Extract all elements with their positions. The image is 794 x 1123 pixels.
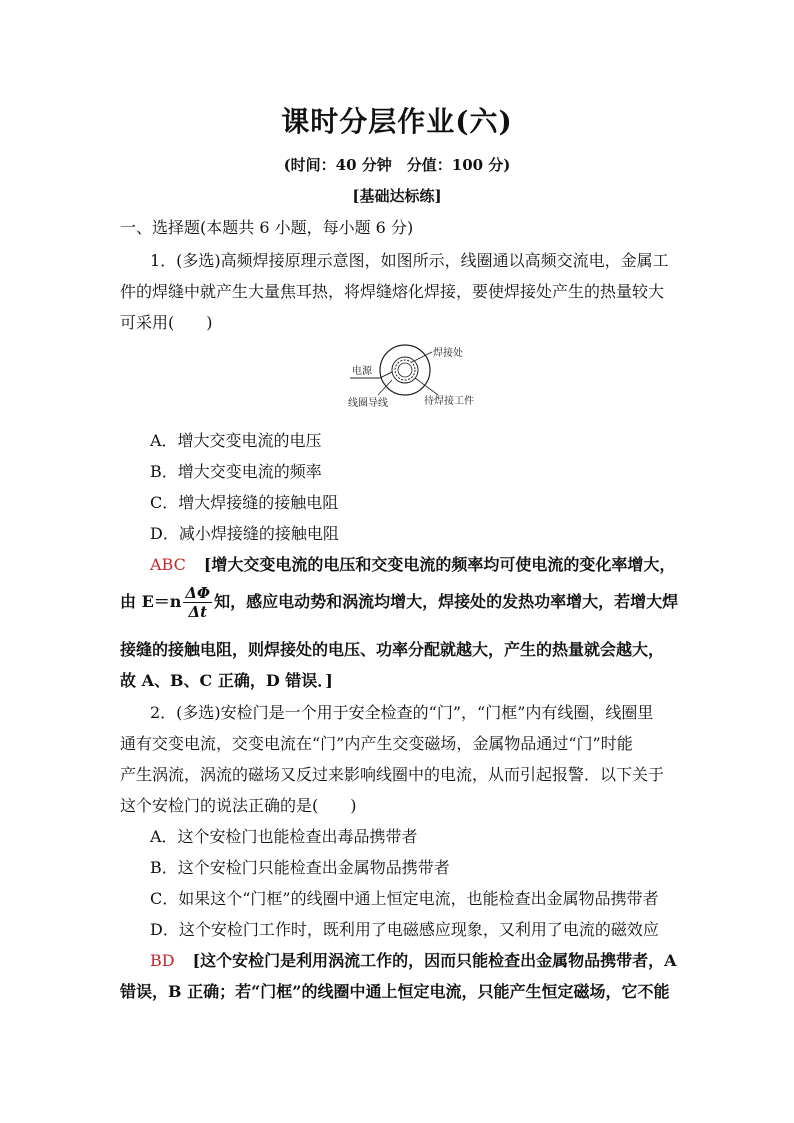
q1-explanation-text2: 知，感应电动势和涡流均增大，焊接处的发热功率增大，若增大焊	[214, 592, 679, 611]
q1-answer: ABC	[150, 555, 186, 574]
q2-stem-line1: 2．(多选)安检门是一个用于安全检查的“门”，“门框”内有线圈，线圈里	[150, 703, 654, 722]
fraction-denominator: Δt	[188, 603, 208, 621]
q1-option-b: B．增大交变电流的频率	[150, 462, 322, 481]
time-score-info: (时间：40 分钟 分值：100 分)	[283, 156, 511, 174]
q1-stem-line3: 可采用( )	[120, 313, 213, 332]
q2-stem-line2: 通有交变电流，交变电流在“门”内产生交变磁场，金属物品通过“门”时能	[120, 734, 633, 753]
q2-stem-line4: 这个安检门的说法正确的是( )	[120, 796, 357, 815]
q1-option-d: D．减小焊接缝的接触电阻	[150, 524, 339, 543]
q2-answer: BD	[150, 951, 175, 970]
q1-explanation-line1	[150, 552, 675, 575]
page-title: 课时分层作业(六)	[281, 105, 513, 138]
q1-explanation-line4: 故 A、B、C 正确，D 错误．]	[120, 671, 333, 690]
formula-fraction	[183, 584, 212, 621]
q1-explanation-line3: 接缝的接触电阻，则焊接处的电压、功率分配就越大，产生的热量就会越大，	[120, 640, 665, 659]
welding-diagram	[340, 340, 490, 415]
label-power: 电源	[352, 366, 372, 377]
q2-explanation-line2: 错误，B 正确；若“门框”的线圈中通上恒定电流，只能产生恒定磁场，它不能	[120, 982, 670, 1001]
q1-explanation-text1: [增大交变电流的电压和交变电流的频率均可使电流的变化率增大，	[203, 555, 676, 574]
q1-stem-line1: 1．(多选)高频焊接原理示意图，如图所示，线圈通以高频交流电，金属工	[150, 251, 669, 270]
q1-option-c: C．增大焊接缝的接触电阻	[150, 493, 339, 512]
q2-stem-line3: 产生涡流，涡流的磁场又反过来影响线圈中的电流，从而引起报警．以下关于	[120, 765, 665, 784]
q1-formula-prefix: 由 E＝n	[120, 592, 182, 611]
section-heading: [基础达标练]	[352, 187, 442, 205]
q1-stem-line2: 件的焊缝中就产生大量焦耳热，将焊缝熔化焊接，要使焊接处产生的热量较大	[120, 282, 665, 301]
q2-explanation-text1: [这个安检门是利用涡流工作的，因而只能检查出金属物品携带者，A	[192, 951, 677, 970]
label-weld: 焊接处	[433, 348, 463, 359]
q1-explanation-line2	[120, 584, 678, 621]
q2-explanation-line1	[150, 948, 677, 971]
q2-option-b: B．这个安检门只能检查出金属物品携带者	[150, 858, 450, 877]
q2-option-c: C．如果这个“门框”的线圈中通上恒定电流，也能检查出金属物品携带者	[150, 889, 659, 908]
label-coil: 线圈导线	[348, 398, 388, 409]
q2-option-d: D．这个安检门工作时，既利用了电磁感应现象，又利用了电流的磁效应	[150, 920, 659, 939]
fraction-numerator: ΔΦ	[185, 584, 211, 602]
label-workpiece: 待焊接工件	[424, 396, 474, 407]
q1-option-a: A．增大交变电流的电压	[150, 431, 322, 450]
part-heading: 一、选择题(本题共 6 小题，每小题 6 分)	[120, 218, 414, 237]
q2-option-a: A．这个安检门也能检查出毒品携带者	[150, 827, 418, 846]
